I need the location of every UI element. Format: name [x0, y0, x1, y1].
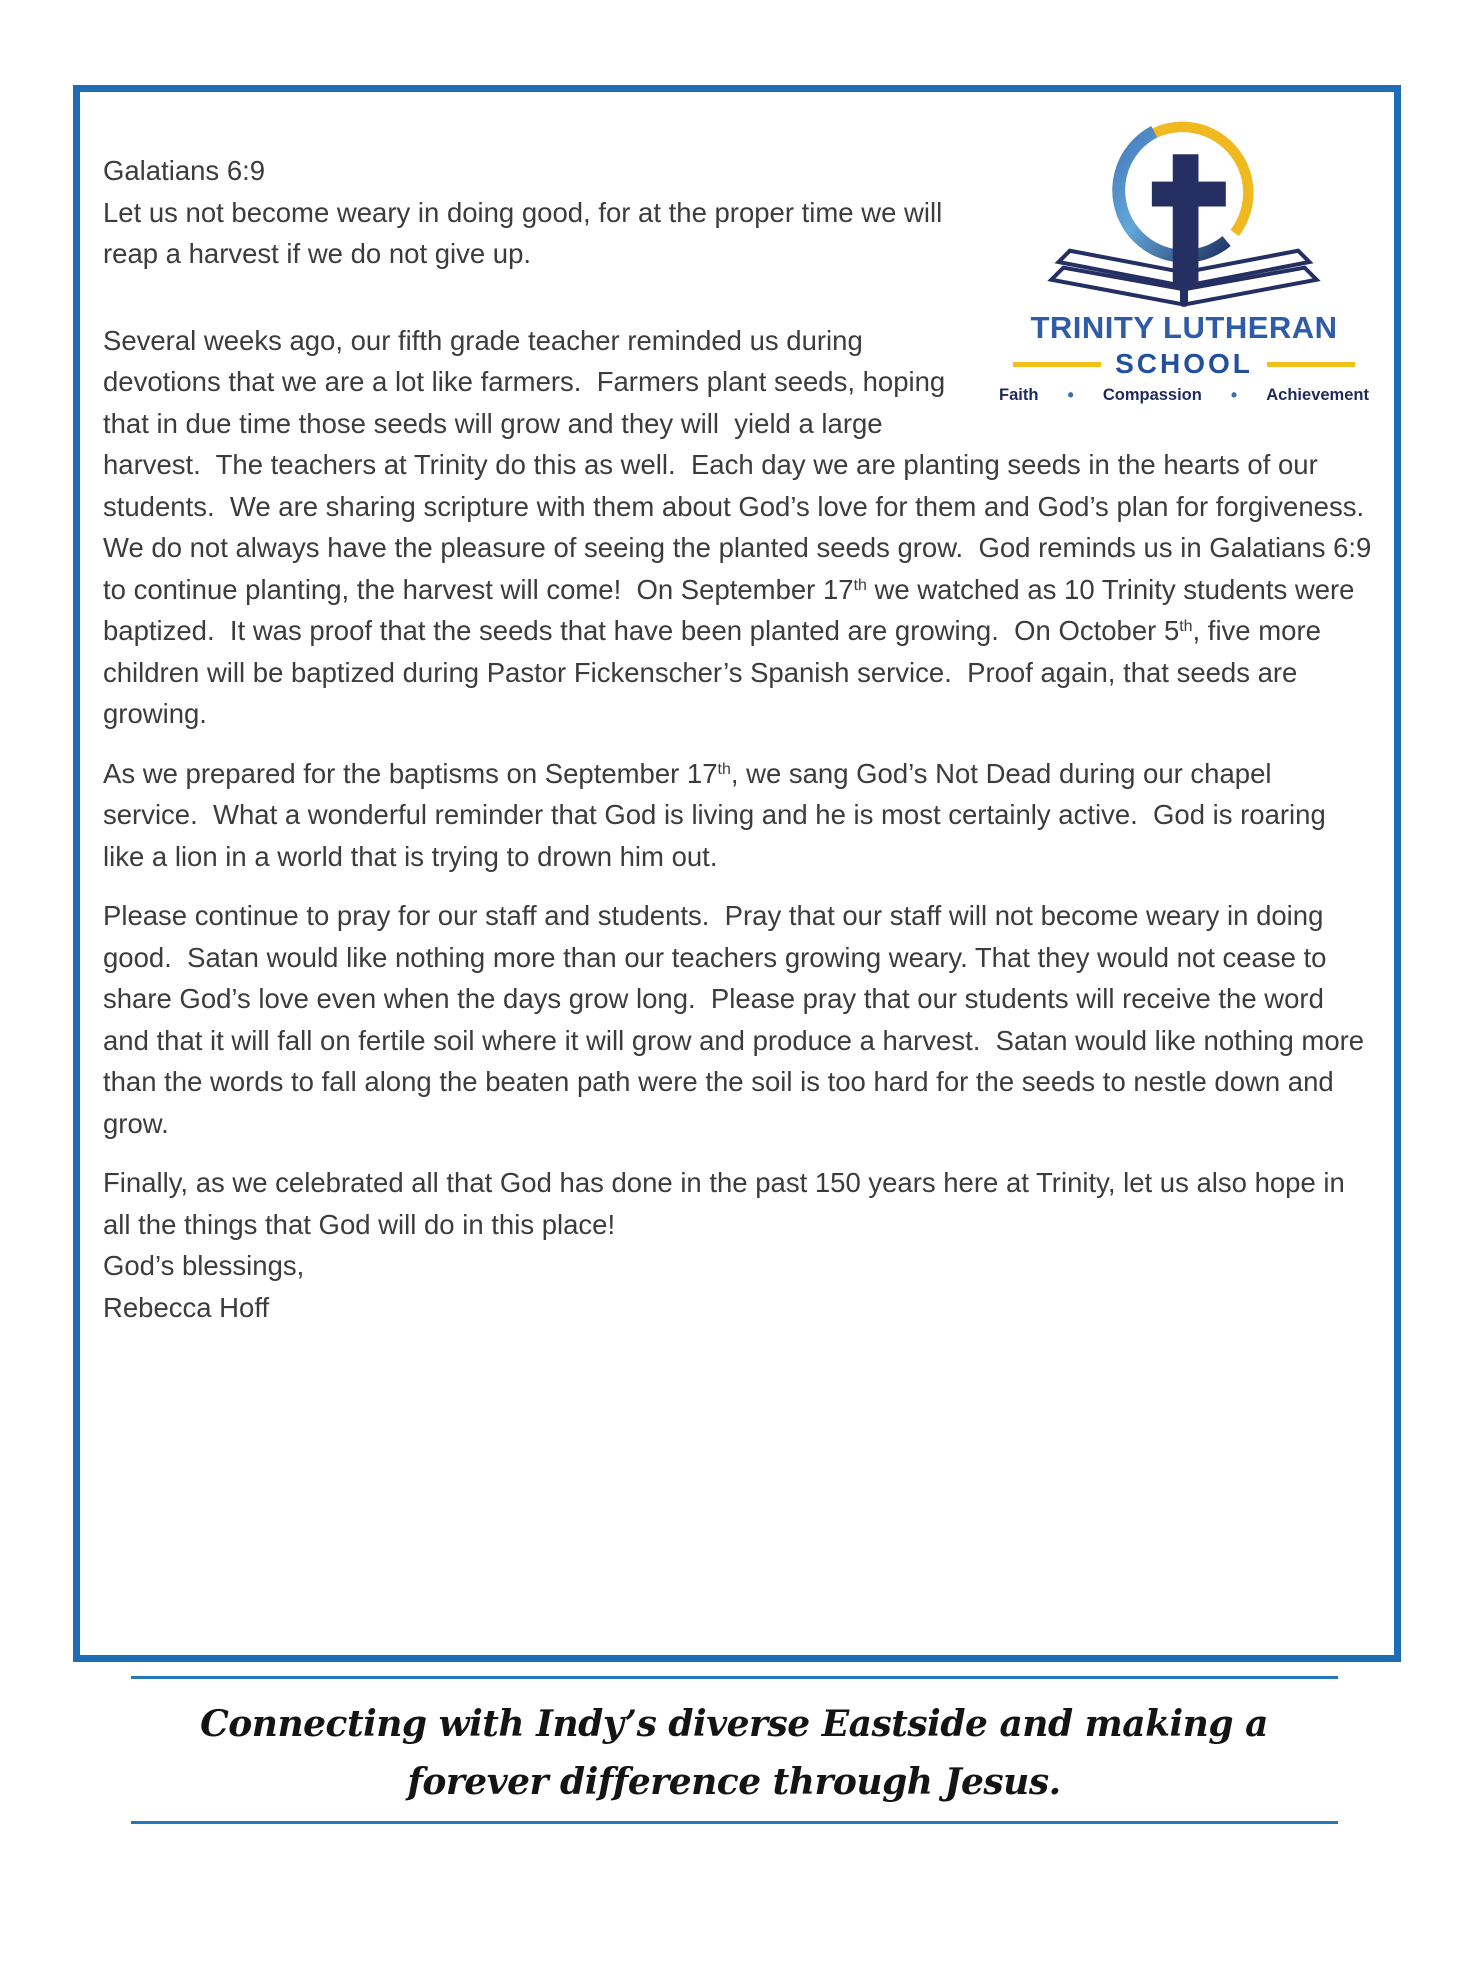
newsletter-page	[0, 85, 1468, 1824]
motto-line-2: forever difference through Jesus.	[407, 1761, 1061, 1803]
gold-line-left	[1013, 362, 1101, 367]
tagline-word-achievement: Achievement	[1266, 386, 1369, 404]
paragraph: Finally, as we celebrated all that God has done in the past 150 years here at Trinity, let us also hope in all the things that God will do in this place!	[103, 1167, 1353, 1240]
closing-line: God’s blessings,	[103, 1250, 305, 1281]
paragraph: Several weeks ago, our fifth grade teacher reminded us during devotions that we are a lot like farmers. Farmers plant seeds, hoping that in due time those seeds will grow and they will yield a large harvest. The teachers at Trinity do this as well. Each day we are planting seeds in the hearts of our students. We are sharing scripture with them about God’s love for them and God’s plan for forgiveness. We do not always have the pleasure of seeing the planted seeds grow. God reminds us in Galatians 6:9 to continue planting, the harvest will come! On September 17th we watched as 10 Trinity students were baptized. It was proof that the seeds that have been planted are growing. On October 5th, five more children will be baptized during Pastor Fickenscher’s Spanish service. Proof again, that seeds are growing.	[103, 324, 1380, 729]
tagline-word-faith: Faith	[999, 386, 1039, 404]
signature-name: Rebecca Hoff	[103, 1291, 270, 1323]
tagline-bullet: •	[1067, 385, 1074, 405]
letter-body	[103, 320, 1380, 1246]
school-logo	[995, 98, 1373, 405]
paragraph: As we prepared for the baptisms on September 17th, we sang God’s Not Dead during our chapel service. What a wonderful reminder that God is living and he is most certainly active. God is roaring like a lion in a world that is trying to drown him out.	[103, 757, 1334, 872]
tagline-word-compassion: Compassion	[1102, 386, 1202, 404]
logo-tagline	[995, 385, 1373, 405]
paragraph: Please continue to pray for our staff and students. Pray that our staff will not become weary in doing good. Satan would like nothing more than our teachers growing weary. That they would not cease to share God’s love even when the days grow long. Please pray that our students will receive the word and that it will fall on fertile soil where it will grow and produce a harvest. Satan would like nothing more than the words to fall along the beaten path were the soil is too hard for the seeds to nestle down and grow.	[103, 900, 1372, 1139]
motto-line-1: Connecting with Indy’s diverse Eastside and making a	[200, 1703, 1268, 1745]
letter-box	[73, 85, 1401, 1662]
tagline-bullet: •	[1230, 385, 1238, 405]
verse-reference: Galatians 6:9	[103, 155, 266, 186]
footer-motto	[131, 1676, 1338, 1824]
gold-line-right	[1267, 362, 1355, 367]
logo-school-row	[995, 349, 1373, 379]
logo-school-word: SCHOOL	[1115, 348, 1253, 379]
verse-text: Let us not become weary in doing good, for at the proper time we will reap a harvest if we do not give up.	[103, 196, 950, 269]
logo-school-name: TRINITY LUTHERAN	[1030, 310, 1338, 345]
cross-and-book-logo-icon	[1039, 98, 1329, 307]
